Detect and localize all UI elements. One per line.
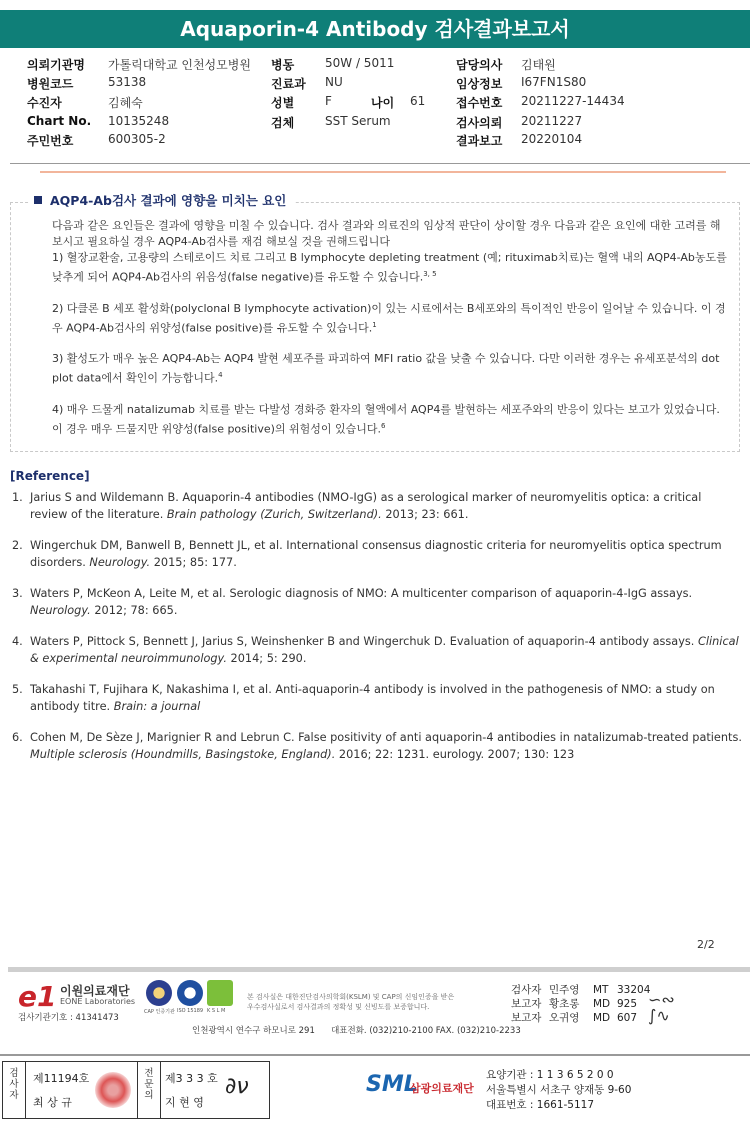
resident-no-label: 주민번호 [27,134,74,148]
eone-logo-icon: e1 [18,980,57,1013]
sml-info-line: 요양기관 : 1 1 3 6 5 2 0 0 [486,1069,614,1081]
square-bullet-icon [34,196,42,204]
patient-header [0,52,750,152]
citation-superscript: 3, 5 [423,270,437,278]
bottom-divider [0,1054,750,1056]
signature-mark: ∫∿ [648,1006,670,1025]
certification-note: 본 검사실은 대한진단검사의학회(KSLM) 및 CAP의 신임인증을 받은 우수검사실로서 검사결과의 정확성 및 신빙도를 보증합니다. [247,993,455,1011]
hospital-code-value: 53138 [108,75,147,89]
sml-name: 삼광의료재단 [410,1082,474,1095]
staff-row: 검사자 민주영 MT 33204 [511,984,651,996]
iso-caption: ISO 15189 [177,1008,204,1014]
sml-info-line: 서울특별시 서초구 양재동 9-60 [486,1084,632,1096]
reference-item: 6. Cohen M, De Sèze J, Marignier R and Lebrun C. False positivity of anti aquaporin-4 antibodies in natalizumab-treated patients. Multiple sclerosis (Houndmills, Basingstoke, England). 2016; 22: 1231. eurology. 2007; 130: 123 [12,731,742,761]
sml-info-line: 대표번호 : 1661-5117 [486,1099,595,1111]
staff-row: 보고자 오귀영 MD 607 [511,1012,638,1024]
notice-body [52,218,728,453]
age-label: 나이 [371,96,395,110]
signature-box [2,1061,270,1119]
report-date-value: 20220104 [521,132,583,146]
page-number: 2/2 [697,938,715,951]
chart-no-label: Chart No. [27,114,92,128]
footer-divider [8,967,750,972]
citation-superscript: 1 [372,320,377,329]
doctor-label: 담당의사 [456,58,503,72]
request-date-value: 20211227 [521,114,583,128]
hospital-name-label: 의뢰기관명 [27,58,85,72]
kslm-caption: K S L M [207,1008,226,1014]
ward-label: 병동 [271,58,295,72]
chart-no-value: 10135248 [108,114,170,128]
doctor-value: 김태원 [521,58,556,72]
hospital-name-value: 가톨릭대학교 인천성모병원 [108,58,251,72]
clinical-info-value: I67FN1S80 [521,75,587,89]
resident-no-value: 600305-2 [108,132,166,146]
department-label: 진료과 [271,77,306,91]
report-title: Aquaporin-4 Antibody 검사결과보고서 [0,10,750,48]
cap-caption: CAP 인증기관 [144,1009,175,1015]
cap-seal-icon [146,980,172,1006]
hospital-code-label: 병원코드 [27,77,74,91]
ward-value: 50W / 5011 [325,56,395,70]
box2-label: 전 문 의 [144,1068,154,1101]
header-divider [10,163,750,164]
lab-address: 인천광역시 연수구 하모니로 291 대표전화. (032)210-2100 FAX. (032)210-2233 [192,1026,521,1036]
clinical-info-label: 임상정보 [456,77,503,91]
accession-no-label: 접수번호 [456,96,503,110]
accession-no-value: 20211227-14434 [521,94,625,108]
reference-heading: [Reference] [10,469,90,483]
signature-mark: ∽∾ [648,990,675,1009]
notice-paragraph: 2) 다클론 B 세포 활성화(polyclonal B lymphocyte activation)이 있는 시료에서는 B세포와의 특이적인 반응이 일어날 수 있습니다. 이 경우 AQP4-Ab검사의 위양성(false positive)를 유도할 수 있습니다.$^1$ [52,301,726,335]
reference-item: 2. Wingerchuk DM, Banwell B, Bennett JL, et al. International consensus diagnostic criteria for neuromyelitis optica spectrum disorders. Neurology. 2015; 85: 177. [12,539,722,569]
patient-name-label: 수진자 [27,96,62,110]
accent-divider [40,171,726,173]
eone-name: 이원의료재단 [60,984,130,998]
reference-list [12,489,742,777]
sml-logo-icon: SML [366,1072,418,1097]
iso-seal-icon [177,980,203,1006]
request-date-label: 검사의뢰 [456,116,503,130]
specimen-label: 검체 [271,116,295,130]
sml-info [486,1068,631,1113]
notice-paragraph: 4) 매우 드물게 natalizumab 치료를 받는 다발성 경화증 환자의 혈액에서 AQP4를 발현하는 세포주와의 반응이 있다는 보고가 있었습니다. 이 경우 매우 드물지만 위양성(false positive)의 위험성이 있습니다.$^6$ [52,402,720,436]
report-date-label: 결과보고 [456,134,503,148]
age-value: 61 [410,94,426,108]
reference-item: 5. Takahashi T, Fujihara K, Nakashima I, et al. Anti-aquaporin-4 antibody is involved in the pathogenesis of NMO: a study on antibody titre. Brain: a journal [12,683,715,713]
seal-stamp-icon [95,1072,131,1108]
box1-label: 검 사 자 [9,1068,19,1101]
box1-name: 최 상 규 [33,1096,72,1109]
notice-paragraph: 다음과 같은 요인들은 결과에 영향을 미칠 수 있습니다. 검사 결과와 의료진의 임상적 판단이 상이할 경우 다음과 같은 요인에 대한 고려를 해 보시고 필요하실 경우 AQP4-Ab검사를 재검 해보실 것을 권해드립니다 1) 혈장교환술, 고용량의 스테로이드 치료 그리고 B lymphocyte depleting treatment (예; rituximab치료)는 혈액 내의 AQP4-Ab농도를 낮추게 되어 AQP4-Ab검사의 위음성(false negative)를 유도할 수 있습니다.$^{3, 5}$ [52,219,727,284]
staff-row: 보고자 황초롱 MD 925 [511,998,638,1010]
sex-value: F [325,94,332,108]
specimen-value: SST Serum [325,114,391,128]
kslm-seal-icon [207,980,233,1006]
notice-paragraph: 3) 활성도가 매우 높은 AQP4-Ab는 AQP4 발현 세포주를 파괴하여 MFI ratio 값을 낮출 수 있습니다. 다만 이러한 경우는 유세포분석의 dot plot data에서 확인이 가능합니다.$^4$ [52,352,720,385]
reference-item: 3. Waters P, McKeon A, Leite M, et al. Serologic diagnosis of NMO: A multicenter comparison of aquaporin-4-IgG assays. Neurology. 2012; 78: 665. [12,587,693,617]
box2-name: 지 현 영 [165,1096,204,1109]
patient-name-value: 김혜숙 [108,96,143,110]
eone-english-name: EONE Laboratories [60,997,136,1006]
department-value: NU [325,75,343,89]
citation-superscript: 6 [381,421,386,430]
sex-label: 성별 [271,96,295,110]
lab-id: 검사기관기호 : 41341473 [18,1013,119,1023]
reference-item: 1. Jarius S and Wildemann B. Aquaporin-4 antibodies (NMO-IgG) as a serological marker of neuromyelitis optica: a critical review of the literature. Brain pathology (Zurich, Switzerland). 2013; 23: 661. [12,491,702,521]
reference-item: 4. Waters P, Pittock S, Bennett J, Jarius S, Weinshenker B and Wingerchuk D. Evaluation of aquaporin-4 antibody assays. Clinical & experimental neuroimmunology. 2014; 5: 290. [12,635,739,665]
box2-license-no: 제3 3 3 호 [165,1072,218,1085]
notice-title [30,189,294,211]
staff-list [511,983,650,1025]
citation-superscript: 4 [218,371,223,380]
signature-mark: ∂ν [225,1074,249,1099]
box1-license-no: 제11194호 [33,1072,90,1085]
notice-title-text: AQP4-Ab검사 결과에 영향을 미치는 요인 [50,193,287,208]
